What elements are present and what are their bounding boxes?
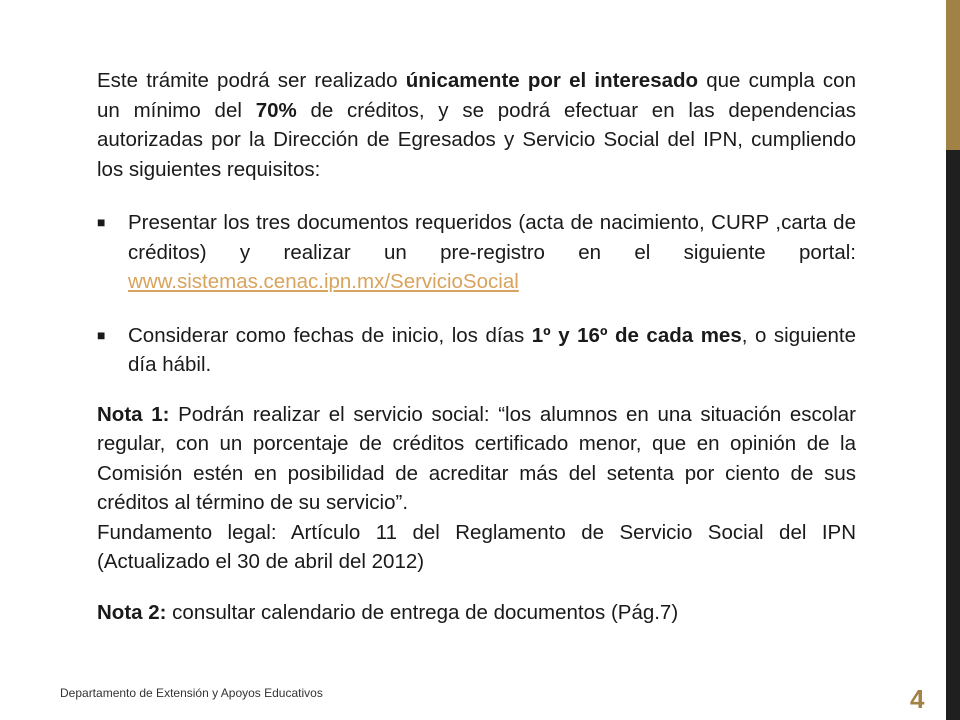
bullet-documents-text: Presentar los tres documentos requeridos (acta de nacimiento, CURP ,carta de créditos) y realizar un pre-registro en el siguiente portal: [128,211,856,264]
square-bullet-icon: ■ [97,326,106,343]
bullet-dates-bold: 1º y 16º de cada mes [531,323,742,347]
square-bullet-icon: ■ [97,214,106,230]
intro-text-3: de créditos, y se podrá efectuar en las dependencias autorizadas por la Dirección de Egresados y Servicio Social del IPN, cumpliendo los siguientes requisitos: [97,98,857,181]
bullet-dates-text-2: , o siguiente día hábil. [128,323,856,376]
nota-1-text: Podrán realizar el servicio social: “los alumnos en una situación escolar regular, con un porcentaje de créditos certificado menor, que en opinión de la Comisión estén en posibilidad de acreditar más del setenta por ciento de sus créditos al término de su servicio”. [97,402,856,514]
intro-bold-percentage: 70% [255,98,297,122]
nota-1-paragraph [97,400,856,518]
nota-2-text: consultar calendario de entrega de documentos (Pág.7) [166,600,679,624]
intro-text-2: que cumpla con un mínimo del [97,69,856,122]
nota-1-label: Nota 1: [97,402,170,426]
accent-bar-dark [946,150,960,720]
nota-2-label: Nota 2: [97,600,167,624]
intro-bold-interesado: únicamente por el interesado [405,69,699,92]
bullet-text-documents [128,208,856,297]
footer-department: Departamento de Extensión y Apoyos Educativos [60,686,323,700]
intro-text-1: Este trámite podrá ser realizado [97,69,406,92]
bullet-text-dates [128,321,856,380]
portal-link[interactable]: www.sistemas.cenac.ipn.mx/ServicioSocial [128,270,519,293]
bullet-item-dates [97,321,856,380]
fundamento-paragraph: Fundamento legal: Artículo 11 del Reglamento de Servicio Social del IPN (Actualizado el 30 de abril del 2012) [97,520,856,573]
bullet-dates-text-1: Considerar como fechas de inicio, los días [128,323,532,347]
slide-body [97,66,856,627]
bullet-item-documents [97,208,856,297]
nota-2-paragraph [97,598,856,628]
intro-paragraph [97,66,856,184]
page-number: 4 [910,684,925,714]
accent-bar-gold [946,0,960,150]
